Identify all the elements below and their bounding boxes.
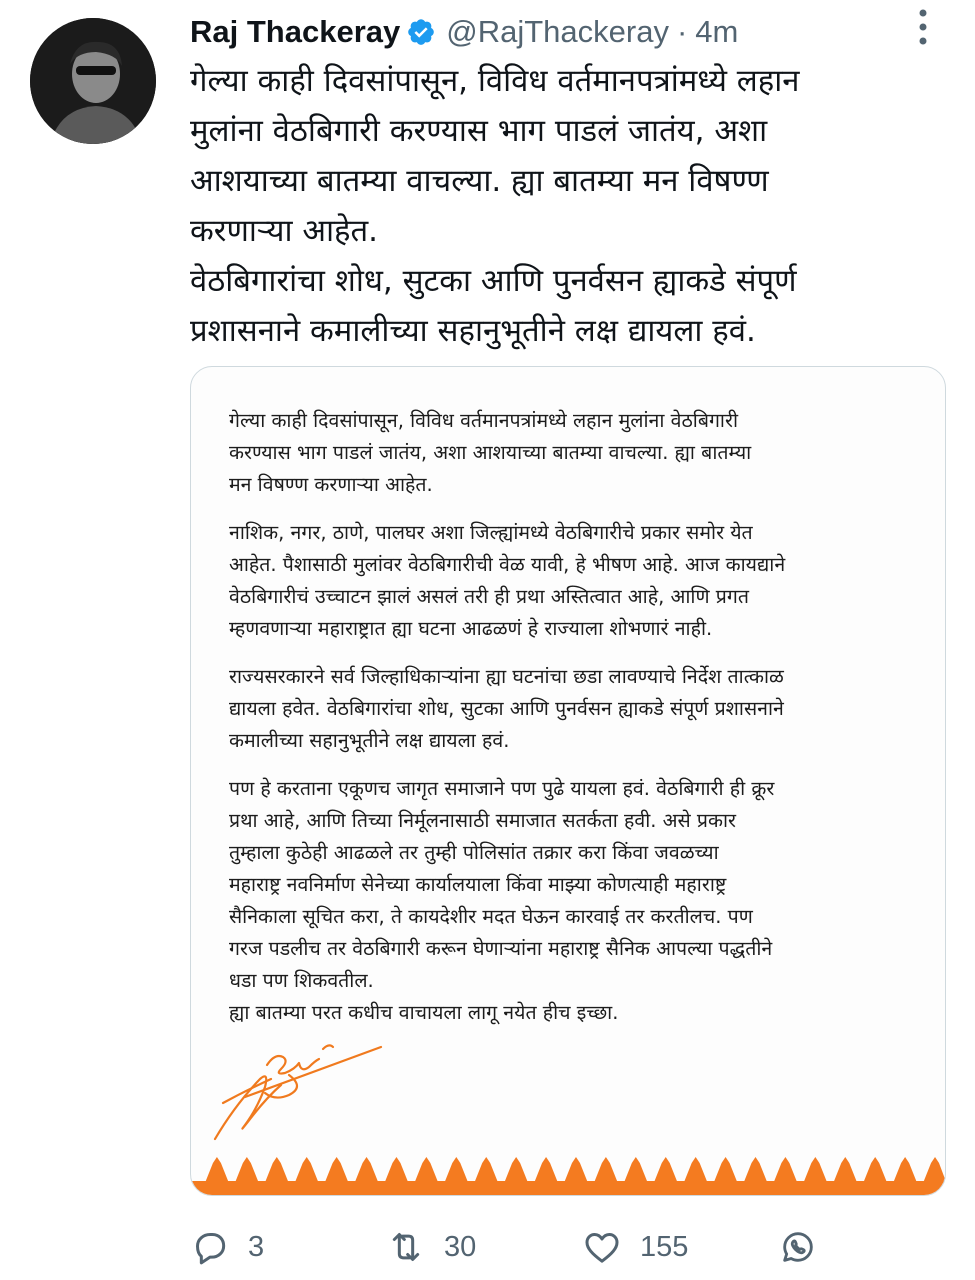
verified-badge-icon <box>406 17 436 47</box>
letter-line: पण हे करताना एकूणच जागृत समाजाने पण पुढे यायला हवं. वेठबिगारी ही क्रूर <box>229 777 775 800</box>
letter-line: प्रथा आहे, आणि तिच्या निर्मूलनासाठी समाजात सतर्कता हवी. असे प्रकार <box>229 809 737 832</box>
letter-line: द्यायला हवेत. वेठबिगारांचा शोध, सुटका आणि पुनर्वसन ह्याकडे संपूर्ण प्रशासनाने <box>229 697 784 720</box>
letter-paragraph <box>229 773 919 1029</box>
letter-paragraph <box>229 405 919 501</box>
whatsapp-icon <box>778 1227 818 1267</box>
letter-line: गरज पडलीच तर वेठबिगारी करून घेणाऱ्यांना महाराष्ट्र सैनिक आपल्या पद्धतीने <box>229 937 773 960</box>
letter-line: म्हणवणाऱ्या महाराष्ट्रात ह्या घटना आढळणं हे राज्याला शोभणारं नाही. <box>229 617 713 640</box>
reply-button[interactable] <box>190 1222 264 1272</box>
letter-line: करण्यास भाग पाडलं जातंय, अशा आशयाच्या बातम्या वाचल्या. ह्या बातम्या <box>229 441 752 464</box>
tweet-text-line: मुलांना वेठबिगारी करण्यास भाग पाडलं जातंय, अशा <box>190 113 768 149</box>
tweet-text-line: वेठबिगारांचा शोध, सुटका आणि पुनर्वसन ह्याकडे संपूर्ण <box>190 263 797 299</box>
avatar-portrait-icon <box>30 18 156 144</box>
letter-line: महाराष्ट्र नवनिर्माण सेनेच्या कार्यालयाला किंवा माझ्या कोणत्याही महाराष्ट्र <box>229 873 727 896</box>
author-name[interactable]: Raj Thackeray <box>190 14 401 49</box>
retweet-icon <box>386 1227 426 1267</box>
like-count: 155 <box>640 1230 689 1263</box>
letter-line: कमालीच्या सहानुभूतीने लक्ष द्यायला हवं. <box>229 729 510 752</box>
tweet-text-line: करणाऱ्या आहेत. <box>190 213 379 249</box>
letter-line: ह्या बातम्या परत कधीच वाचायला लागू नयेत हीच इच्छा. <box>229 1001 619 1024</box>
reply-count: 3 <box>248 1230 265 1263</box>
tweet-header <box>190 12 738 52</box>
timestamp[interactable]: 4m <box>695 14 739 49</box>
letter-line: नाशिक, नगर, ठाणे, पालघर अशा जिल्ह्यांमध्ये वेठबिगारीचे प्रकार समोर येत <box>229 521 753 544</box>
author-handle[interactable]: @RajThackeray <box>446 14 669 49</box>
tweet-actions <box>190 1222 930 1272</box>
tweet-text-line: आशयाच्या बातम्या वाचल्या. ह्या बातम्या मन विषण्ण <box>190 163 769 199</box>
letter-paragraph <box>229 661 919 757</box>
header-separator: · <box>676 14 688 49</box>
more-options-icon[interactable] <box>898 12 948 42</box>
retweet-count: 30 <box>444 1230 477 1263</box>
reply-icon <box>190 1227 230 1267</box>
tweet-text-line: प्रशासनाने कमालीच्या सहानुभूतीने लक्ष द्यायला हवं. <box>190 313 756 349</box>
letter-line: राज्यसरकारने सर्व जिल्हाधिकाऱ्यांना ह्या घटनांचा छडा लावण्याचे निर्देश तात्काळ <box>229 665 784 688</box>
like-button[interactable] <box>582 1222 688 1272</box>
letter-line: वेठबिगारीचं उच्चाटन झालं असलं तरी ही प्रथा अस्तित्वात आहे, आणि प्रगत <box>229 585 749 608</box>
letter-line: सैनिकाला सूचित करा, ते कायदेशीर मदत घेऊन कारवाई तर करतीलच. पण <box>229 905 753 928</box>
retweet-button[interactable] <box>386 1222 476 1272</box>
tweet-text <box>190 56 930 356</box>
attached-image[interactable] <box>190 366 946 1196</box>
letter-line: तुम्हाला कुठेही आढळले तर तुम्ही पोलिसांत तक्रार करा किंवा जवळच्या <box>229 841 719 864</box>
letter-line: गेल्या काही दिवसांपासून, विविध वर्तमानपत्रांमध्ये लहान मुलांना वेठबिगारी <box>229 409 739 432</box>
heart-icon <box>582 1227 622 1267</box>
letter-line: मन विषण्ण करणाऱ्या आहेत. <box>229 473 433 496</box>
letter-line: आहेत. पैशासाठी मुलांवर वेठबिगारीची वेळ यावी, हे भीषण आहे. आज कायद्याने <box>229 553 786 576</box>
share-button[interactable] <box>778 1222 818 1272</box>
letter-body <box>229 405 919 1029</box>
letter-line: धडा पण शिकवतील. <box>229 969 374 992</box>
avatar[interactable] <box>30 18 156 144</box>
decorative-border <box>191 1151 945 1195</box>
tweet-text-line: गेल्या काही दिवसांपासून, विविध वर्तमानपत्रांमध्ये लहान <box>190 63 800 99</box>
letter-paragraph <box>229 517 919 645</box>
signature-icon <box>205 1035 385 1145</box>
